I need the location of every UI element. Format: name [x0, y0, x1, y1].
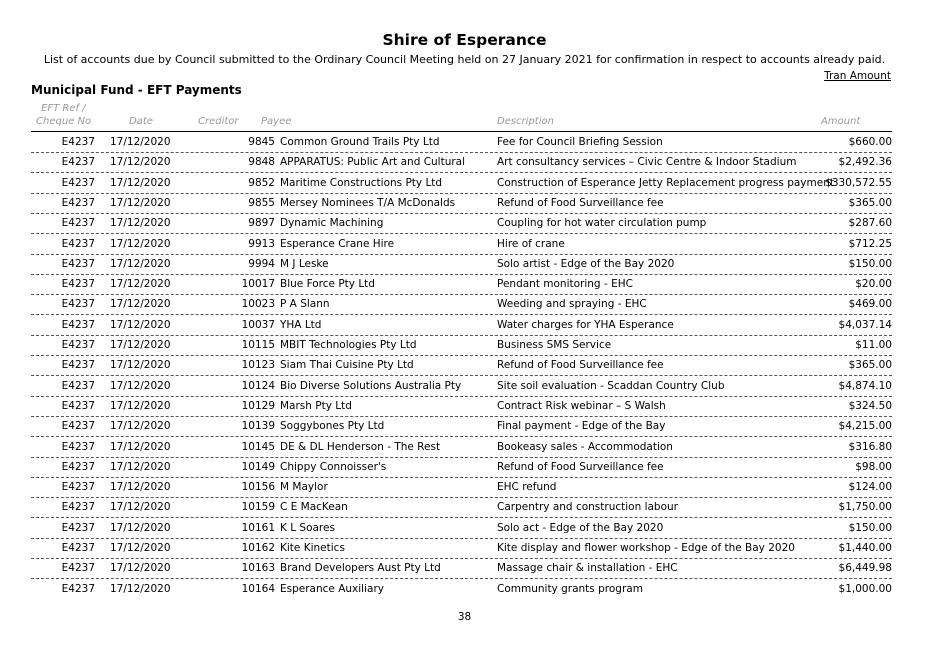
payee-cell: APPARATUS: Public Art and Cultural: [280, 156, 466, 169]
section-heading: Municipal Fund - EFT Payments: [31, 83, 242, 97]
date-cell: 17/12/2020: [110, 176, 171, 189]
amount-cell: $316.80: [848, 440, 892, 453]
amount-cell: $469.00: [848, 298, 892, 311]
eft-ref-cell: E4237: [61, 359, 95, 372]
amount-cell: $4,215.00: [838, 420, 892, 433]
table-row: [31, 376, 892, 397]
payee-cell: Mersey Nominees T/A McDonalds: [280, 196, 456, 209]
eft-ref-cell: E4237: [61, 420, 95, 433]
eft-ref-cell: E4237: [61, 176, 95, 189]
eft-ref-cell: E4237: [61, 237, 95, 250]
amount-cell: $6,449.98: [838, 562, 892, 575]
payee-cell: Bio Diverse Solutions Australia Pty: [280, 379, 462, 392]
table-row: [31, 355, 892, 376]
creditor-cell: 9845: [248, 136, 275, 148]
date-cell: 17/12/2020: [110, 420, 171, 433]
amount-cell: $365.00: [848, 196, 892, 209]
payee-cell: Kite Kinetics: [280, 542, 345, 554]
table-row: [31, 294, 892, 315]
table-row: [31, 152, 892, 173]
date-cell: 17/12/2020: [110, 318, 171, 331]
date-cell: 17/12/2020: [110, 217, 171, 230]
amount-cell: $1,750.00: [838, 501, 892, 514]
table-row: [31, 497, 892, 518]
payee-cell: Soggybones Pty Ltd: [280, 420, 385, 433]
description-cell: Community grants program: [497, 582, 643, 595]
amount-cell: $11.00: [855, 339, 892, 351]
date-cell: 17/12/2020: [110, 298, 171, 311]
date-cell: 17/12/2020: [110, 460, 171, 473]
creditor-cell: 9855: [248, 196, 275, 209]
table-row: [31, 173, 892, 194]
date-cell: 17/12/2020: [110, 542, 171, 554]
column-header-ref-line1: EFT Ref /: [41, 103, 86, 114]
table-row: [31, 274, 892, 295]
eft-ref-cell: E4237: [61, 582, 95, 595]
eft-ref-cell: E4237: [61, 339, 95, 351]
description-cell: Solo act - Edge of the Bay 2020: [497, 521, 664, 534]
page-number: 38: [457, 611, 472, 623]
date-cell: 17/12/2020: [110, 237, 171, 250]
table-row: [31, 579, 892, 599]
table-row: [31, 518, 892, 539]
eft-ref-cell: E4237: [61, 278, 95, 291]
description-cell: Water charges for YHA Esperance: [497, 318, 674, 331]
amount-cell: $287.60: [848, 217, 892, 230]
creditor-cell: 10159: [241, 501, 275, 514]
creditor-cell: 10163: [241, 562, 275, 575]
eft-ref-cell: E4237: [61, 460, 95, 473]
date-cell: 17/12/2020: [110, 196, 171, 209]
creditor-cell: 10164: [241, 582, 275, 595]
eft-ref-cell: E4237: [61, 136, 95, 148]
description-cell: Construction of Esperance Jetty Replacement progress payment: [497, 176, 834, 189]
date-cell: 17/12/2020: [110, 562, 171, 575]
eft-ref-cell: E4237: [61, 440, 95, 453]
creditor-cell: 10124: [241, 379, 275, 392]
payee-cell: K L Soares: [280, 521, 335, 534]
description-cell: Business SMS Service: [497, 339, 612, 351]
payee-cell: MBIT Technologies Pty Ltd: [280, 339, 417, 351]
creditor-cell: 10023: [241, 298, 275, 311]
payee-cell: YHA Ltd: [280, 318, 322, 331]
eft-ref-cell: E4237: [61, 521, 95, 534]
amount-cell: $330,572.55: [825, 176, 892, 189]
eft-ref-cell: E4237: [61, 399, 95, 412]
amount-cell: $150.00: [848, 521, 892, 534]
date-cell: 17/12/2020: [110, 339, 171, 351]
creditor-cell: 9994: [248, 257, 275, 270]
creditor-cell: 10156: [241, 481, 275, 494]
amount-cell: $4,874.10: [838, 379, 892, 392]
table-row: [31, 315, 892, 336]
amount-cell: $660.00: [848, 136, 892, 148]
creditor-cell: 9897: [248, 217, 275, 230]
description-cell: Massage chair & installation - EHC: [497, 562, 678, 575]
date-cell: 17/12/2020: [110, 257, 171, 270]
payee-cell: Esperance Auxiliary: [280, 582, 384, 595]
eft-ref-cell: E4237: [61, 542, 95, 554]
date-cell: 17/12/2020: [110, 521, 171, 534]
payee-cell: Dynamic Machining: [280, 217, 384, 230]
eft-ref-cell: E4237: [61, 379, 95, 392]
description-cell: Art consultancy services – Civic Centre & Indoor Stadium: [497, 156, 797, 169]
table-row: [31, 437, 892, 458]
payee-cell: Esperance Crane Hire: [280, 237, 395, 250]
creditor-cell: 10123: [241, 359, 275, 372]
description-cell: Solo artist - Edge of the Bay 2020: [497, 257, 675, 270]
description-cell: Pendant monitoring - EHC: [497, 278, 633, 291]
creditor-cell: 10139: [241, 420, 275, 433]
description-cell: Kite display and flower workshop - Edge of the Bay 2020: [497, 542, 795, 554]
column-header-creditor: Creditor: [198, 116, 239, 127]
payee-cell: DE & DL Henderson - The Rest: [280, 440, 441, 453]
eft-ref-cell: E4237: [61, 196, 95, 209]
description-cell: Carpentry and construction labour: [497, 501, 678, 514]
creditor-cell: 10017: [241, 278, 275, 291]
date-cell: 17/12/2020: [110, 136, 171, 148]
amount-cell: $365.00: [848, 359, 892, 372]
amount-cell: $2,492.36: [838, 156, 892, 169]
description-cell: Refund of Food Surveillance fee: [497, 359, 664, 372]
date-cell: 17/12/2020: [110, 481, 171, 494]
creditor-cell: 10161: [241, 521, 275, 534]
column-header-payee: Payee: [261, 116, 292, 127]
description-cell: Site soil evaluation - Scaddan Country Club: [497, 379, 725, 392]
description-cell: EHC refund: [497, 481, 557, 494]
eft-ref-cell: E4237: [61, 298, 95, 311]
date-cell: 17/12/2020: [110, 399, 171, 412]
table-row: [31, 335, 892, 356]
table-row: [31, 234, 892, 255]
eft-ref-cell: E4237: [61, 481, 95, 494]
amount-cell: $324.50: [848, 399, 892, 412]
date-cell: 17/12/2020: [110, 156, 171, 169]
table-row: [31, 416, 892, 437]
eft-ref-cell: E4237: [61, 156, 95, 169]
eft-ref-cell: E4237: [61, 318, 95, 331]
payee-cell: Chippy Connoisser's: [280, 460, 387, 473]
payee-cell: Brand Developers Aust Pty Ltd: [280, 562, 441, 575]
description-cell: Refund of Food Surveillance fee: [497, 196, 664, 209]
column-header-amount: Amount: [821, 116, 861, 127]
creditor-cell: 10149: [241, 460, 275, 473]
payee-cell: Maritime Constructions Pty Ltd: [280, 176, 443, 189]
amount-cell: $4,037.14: [838, 318, 892, 331]
page-subtitle: List of accounts due by Council submitted to the Ordinary Council Meeting held on 27 January 2021 for confirmation in respect to accounts already paid.: [43, 53, 886, 66]
payee-cell: M J Leske: [280, 257, 329, 270]
creditor-cell: 10115: [241, 339, 275, 351]
amount-cell: $124.00: [848, 481, 892, 494]
date-cell: 17/12/2020: [110, 278, 171, 291]
creditor-cell: 9913: [248, 237, 275, 250]
description-cell: Fee for Council Briefing Session: [497, 136, 663, 148]
payee-cell: Siam Thai Cuisine Pty Ltd: [280, 359, 414, 372]
payee-cell: Common Ground Trails Pty Ltd: [280, 136, 440, 148]
column-header-ref-line2: Cheque No: [36, 116, 92, 127]
table-row: [31, 477, 892, 498]
creditor-cell: 9852: [248, 176, 275, 189]
amount-cell: $150.00: [848, 257, 892, 270]
amount-cell: $1,440.00: [838, 542, 892, 554]
amount-cell: $20.00: [855, 278, 892, 291]
creditor-cell: 10037: [241, 318, 275, 331]
payee-cell: M Maylor: [280, 481, 328, 494]
creditor-cell: 9848: [248, 156, 275, 169]
date-cell: 17/12/2020: [110, 440, 171, 453]
description-cell: Final payment - Edge of the Bay: [497, 420, 666, 433]
page-title: Shire of Esperance: [382, 31, 547, 49]
description-cell: Refund of Food Surveillance fee: [497, 460, 664, 473]
eft-ref-cell: E4237: [61, 562, 95, 575]
eft-ref-cell: E4237: [61, 217, 95, 230]
description-cell: Weeding and spraying - EHC: [497, 298, 647, 311]
amount-cell: $98.00: [855, 460, 892, 473]
table-row: [31, 558, 892, 579]
description-cell: Contract Risk webinar – S Walsh: [497, 399, 666, 412]
payee-cell: C E MacKean: [280, 501, 348, 514]
table-row: [31, 538, 892, 559]
table-row: [31, 213, 892, 234]
table-row: [31, 396, 892, 417]
column-header-description: Description: [497, 116, 554, 127]
date-cell: 17/12/2020: [110, 359, 171, 372]
payee-cell: Marsh Pty Ltd: [280, 399, 352, 412]
description-cell: Hire of crane: [497, 237, 565, 250]
date-cell: 17/12/2020: [110, 582, 171, 595]
amount-cell: $712.25: [848, 237, 892, 250]
date-cell: 17/12/2020: [110, 501, 171, 514]
eft-ref-cell: E4237: [61, 501, 95, 514]
creditor-cell: 10162: [241, 542, 275, 554]
eft-ref-cell: E4237: [61, 257, 95, 270]
table-row: [31, 254, 892, 275]
table-row: [31, 457, 892, 478]
description-cell: Coupling for hot water circulation pump: [497, 217, 707, 230]
payee-cell: Blue Force Pty Ltd: [280, 278, 375, 291]
table-row: [31, 193, 892, 214]
table-row: [31, 132, 892, 153]
creditor-cell: 10145: [241, 440, 275, 453]
tran-amount-label: Tran Amount: [824, 70, 891, 82]
column-header-date: Date: [129, 116, 153, 127]
creditor-cell: 10129: [241, 399, 275, 412]
amount-cell: $1,000.00: [838, 582, 892, 595]
payee-cell: P A Slann: [280, 298, 330, 311]
description-cell: Bookeasy sales - Accommodation: [497, 440, 673, 453]
date-cell: 17/12/2020: [110, 379, 171, 392]
